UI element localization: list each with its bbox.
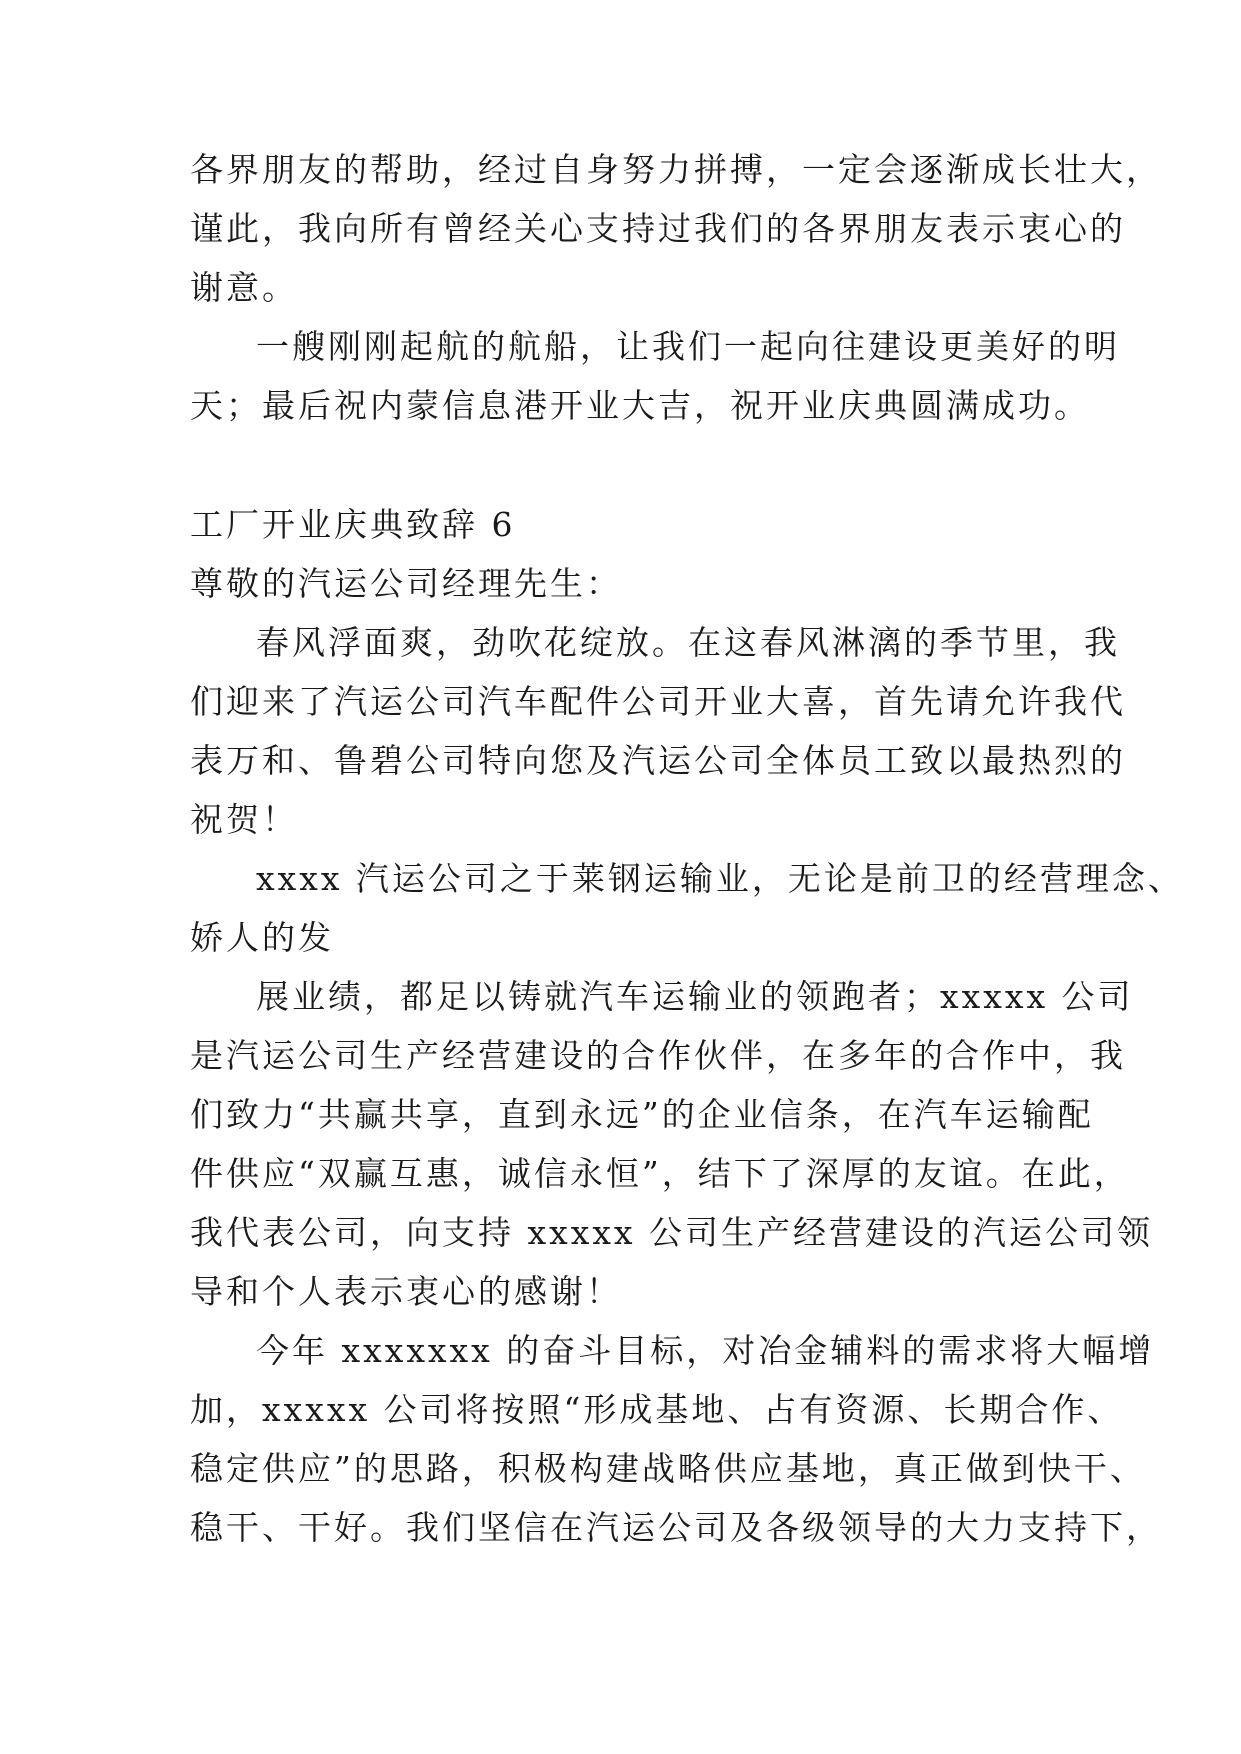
paragraph-line: 是汽运公司生产经营建设的合作伙伴，在多年的合作中，我 [190, 1036, 1126, 1075]
paragraph-line: 谨此，我向所有曾经关心支持过我们的各界朋友表示衷心的 [190, 209, 1126, 248]
paragraph-line: 一艘刚刚起航的航船，让我们一起向往建设更美好的明 [256, 327, 1120, 366]
paragraph-line: 导和个人表示衷心的感谢！ [190, 1272, 622, 1311]
paragraph-line: 我代表公司，向支持 xxxxx 公司生产经营建设的汽运公司领 [190, 1213, 1154, 1252]
paragraph-line: 们致力“共赢共享，直到永远”的企业信条，在汽车运输配 [190, 1095, 1094, 1134]
paragraph-line: 稳干、干好。我们坚信在汽运公司及各级领导的大力支持下， [190, 1508, 1162, 1547]
salutation: 尊敬的汽运公司经理先生： [190, 564, 622, 603]
paragraph-line: 们迎来了汽运公司汽车配件公司开业大喜，首先请允许我代 [190, 682, 1126, 721]
paragraph-line: 加，xxxxx 公司将按照“形成基地、占有资源、长期合作、 [190, 1390, 1124, 1429]
paragraph-line: 稳定供应”的思路，积极构建战略供应基地，真正做到快干、 [190, 1449, 1146, 1488]
paragraph-line: 今年 xxxxxxx 的奋斗目标，对冶金辅料的需求将大幅增 [256, 1331, 1155, 1370]
paragraph-line: 各界朋友的帮助，经过自身努力拼搏，一定会逐渐成长壮大， [190, 150, 1162, 189]
paragraph-line: 展业绩，都足以铸就汽车运输业的领跑者；xxxxx 公司 [256, 977, 1134, 1016]
paragraph-line: 件供应“双赢互惠，诚信永恒”，结下了深厚的友谊。在此， [190, 1154, 1130, 1193]
paragraph-line: xxxx 汽运公司之于莱钢运输业，无论是前卫的经营理念、 [256, 859, 1184, 898]
paragraph-line: 谢意。 [190, 268, 298, 307]
paragraph-line: 天；最后祝内蒙信息港开业大吉，祝开业庆典圆满成功。 [190, 386, 1090, 425]
paragraph-line: 祝贺！ [190, 800, 298, 839]
paragraph-line: 春风浮面爽，劲吹花绽放。在这春风淋漓的季节里，我 [256, 623, 1120, 662]
paragraph-line: 表万和、鲁碧公司特向您及汽运公司全体员工致以最热烈的 [190, 741, 1126, 780]
paragraph-line: 娇人的发 [190, 918, 334, 957]
section-title: 工厂开业庆典致辞 6 [190, 505, 516, 544]
